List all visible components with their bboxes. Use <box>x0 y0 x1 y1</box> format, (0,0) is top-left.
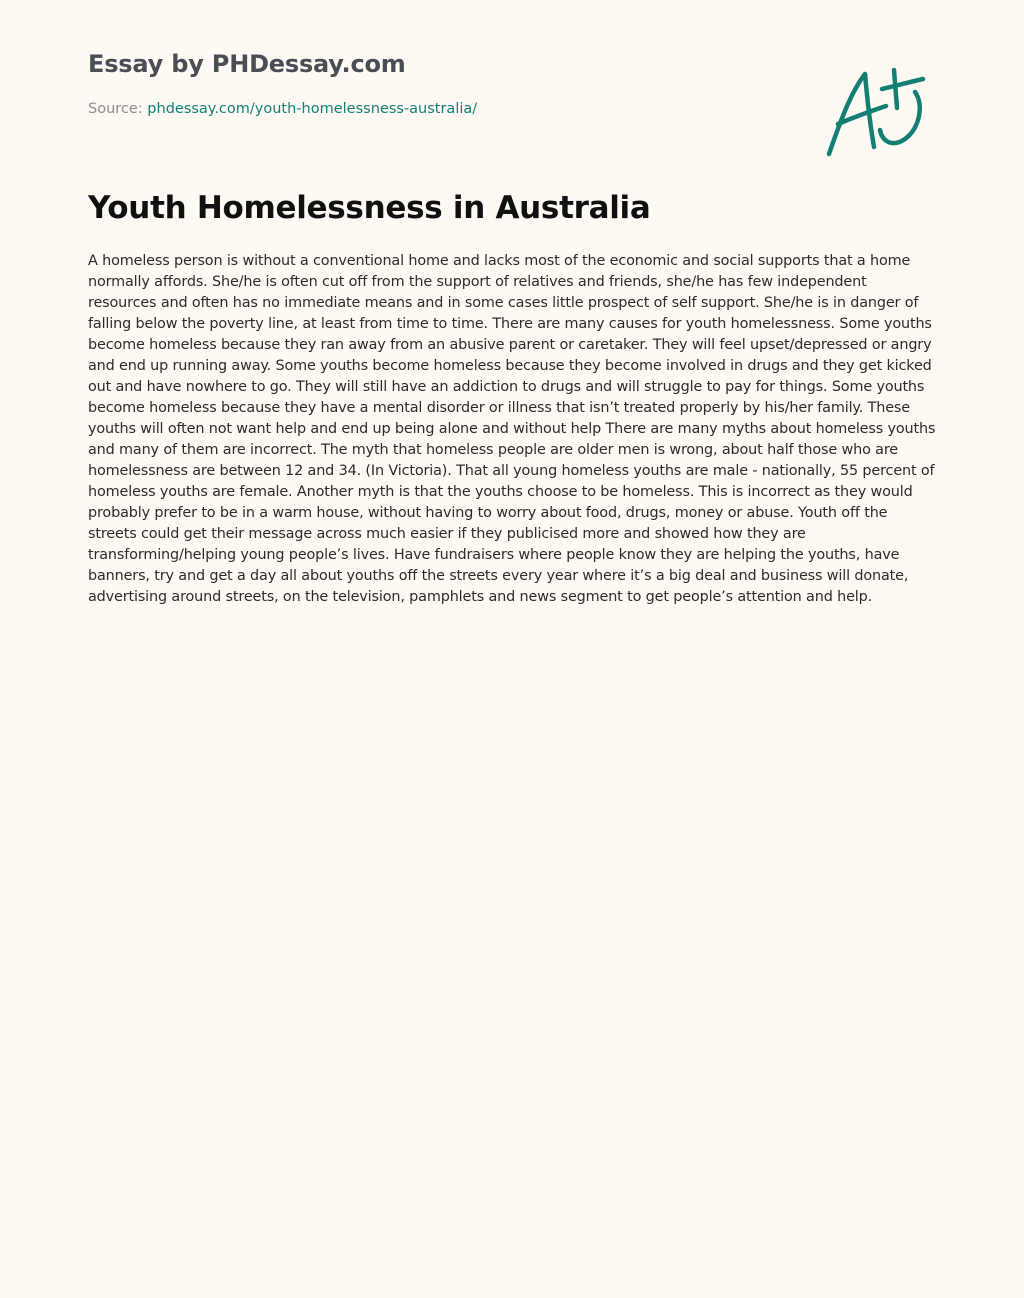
essay-title: Youth Homelessness in Australia <box>88 190 651 226</box>
source-line <box>88 101 477 117</box>
essay-body: A homeless person is without a conventional home and lacks most of the economic and social supports that a home normally affords. She/he is often cut off from the support of relatives and friends, she/he has few independent resources and often has no immediate means and in some cases little prospect of self support. She/he is in danger of falling below the poverty line, at least from time to time. There are many causes for youth homelessness. Some youths become homeless because they ran away from an abusive parent or caretaker. They will feel upset/depressed or angry and end up running away. Some youths become homeless because they become involved in drugs and they get kicked out and have nowhere to go. They will still have an addiction to drugs and will struggle to pay for things. Some youths become homeless because they have a mental disorder or illness that isn’t treated properly by his/her family. These youths will often not want help and end up being alone and without help There are many myths about homeless youths and many of them are incorrect. The myth that homeless people are older men is wrong, about half those who are homelessness are between 12 and 34. (In Victoria). That all young homeless youths are male - nationally, 55 percent of homeless youths are female. Another myth is that the youths choose to be homeless. This is incorrect as they would probably prefer to be in a warm house, without having to worry about food, drugs, money or abuse. Youth off the streets could get their message across much easier if they publicised more and showed how they are transforming/helping young people’s lives. Have fundraisers where people know they are helping the youths, have banners, try and get a day all about youths off the streets every year where it’s a big deal and business will donate, advertising around streets, on the television, pamphlets and news segment to get people’s attention and help. <box>88 253 936 605</box>
brand-title: Essay by PHDessay.com <box>88 50 406 78</box>
source-label: Source: <box>88 101 143 117</box>
a-plus-grade-icon <box>820 62 930 162</box>
source-link[interactable]: phdessay.com/youth-homelessness-australia/ <box>147 101 478 117</box>
